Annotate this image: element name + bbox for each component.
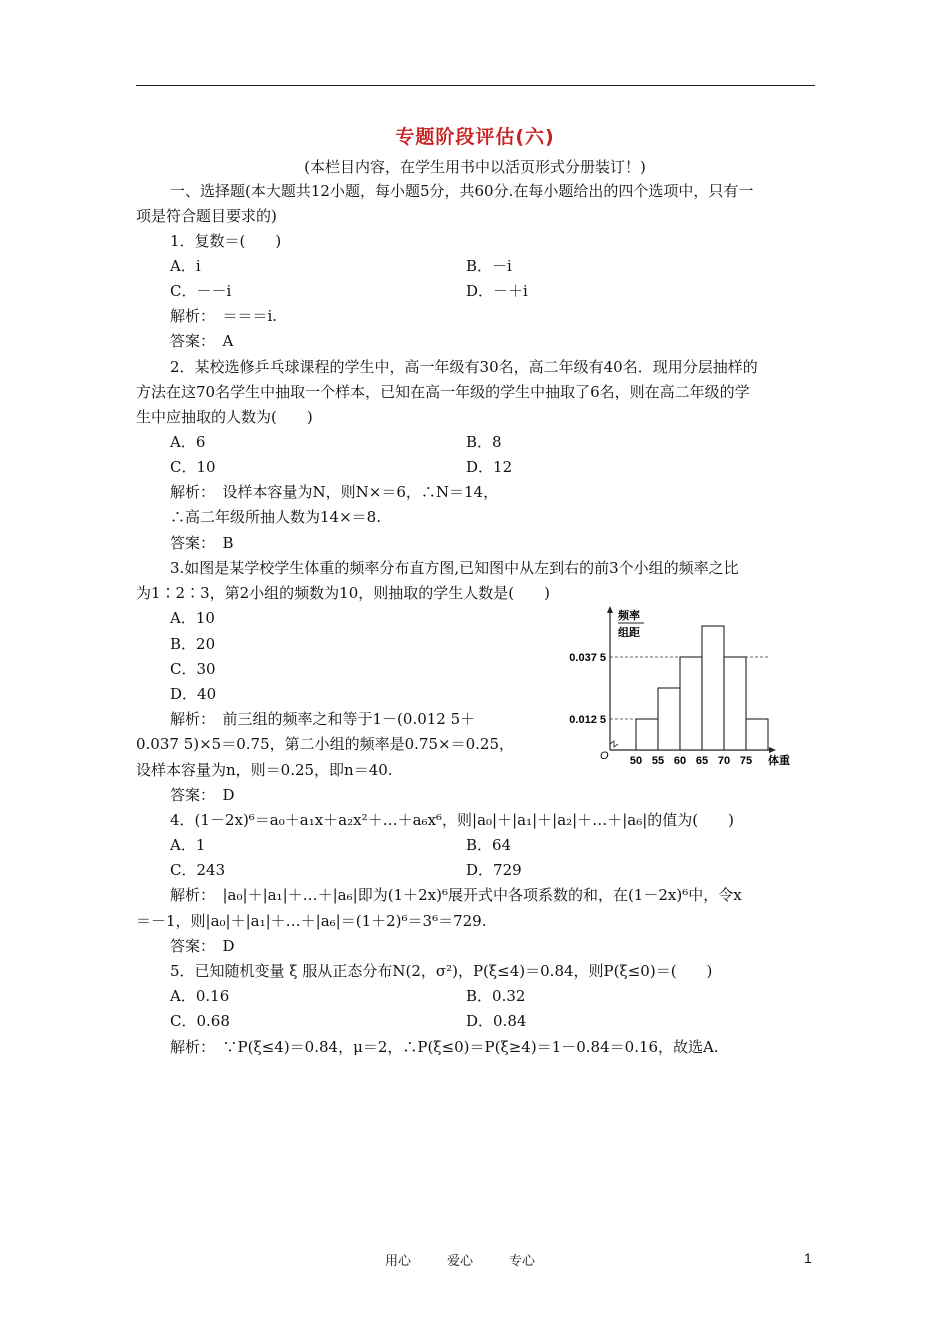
y-axis-arrow-icon [607, 606, 613, 613]
q3-analysis-line2: 0.037 5)×5＝0.75，第二小组的频率是0.75×＝0.25， [136, 735, 514, 753]
section-heading-line2: 项是符合题目要求的) [136, 207, 277, 225]
q2-option-c: C．10 [170, 458, 216, 476]
q4-answer: 答案： D [170, 937, 235, 955]
q3-analysis-line1: 解析： 前三组的频率之和等于1－(0.012 5＋ [170, 710, 476, 728]
q4-option-c: C．243 [170, 861, 226, 879]
section-heading-line1: 一、选择题(本大题共12小题，每小题5分，共60分.在每小题给出的四个选项中，只有一 [170, 182, 754, 200]
x-axis-arrow-icon [769, 747, 776, 753]
q3-answer: 答案： D [170, 786, 235, 804]
q2-analysis-line2: ∴高二年级所抽人数为14×＝8. [170, 508, 381, 526]
q1-analysis: 解析： ＝＝＝i. [170, 307, 278, 325]
q3-stem-line1: 3.如图是某学校学生体重的频率分布直方图,已知图中从左到右的前3个小组的频率之比 [170, 559, 739, 577]
q3-option-d: D．40 [170, 685, 217, 703]
q5-analysis: 解析： ∵P(ξ≤4)＝0.84，μ＝2，∴P(ξ≤0)＝P(ξ≥4)＝1－0.84＝0.16，故选A. [170, 1038, 719, 1056]
q3-option-a: A．10 [170, 609, 215, 627]
y-label-bottom: 组距 [618, 627, 640, 639]
histogram-bar [680, 657, 702, 750]
q1-option-a: A．i [170, 257, 201, 275]
q4-option-b: B．64 [466, 836, 512, 854]
histogram-bar [636, 719, 658, 750]
binding-note: (本栏目内容，在学生用书中以活页形式分册装订！) [304, 158, 646, 176]
histogram-bar [658, 688, 680, 750]
q3-analysis-line3: 设样本容量为n，则＝0.25，即n＝40. [136, 761, 393, 779]
q4-option-d: D．729 [466, 861, 522, 879]
footer-text-2: 爱心 [447, 1254, 474, 1269]
histogram-bar [724, 657, 746, 750]
y-tick-label: 0.012 5 [569, 714, 606, 726]
origin-label: O [600, 750, 609, 762]
axis-break-mark [610, 741, 618, 747]
q2-analysis-line1: 解析： 设样本容量为N，则N×＝6，∴N＝14， [170, 483, 499, 501]
x-tick-label: 75 [739, 755, 753, 767]
q4-analysis-line2: ＝－1，则|a₀|＋|a₁|＋…＋|a₆|＝(1＋2)⁶＝3⁶＝729. [136, 912, 487, 930]
q3-option-b: B．20 [170, 635, 216, 653]
q1-stem: 1．复数＝( ) [170, 232, 282, 250]
header-rule [136, 85, 815, 86]
q4-analysis-line1: 解析： |a₀|＋|a₁|＋…＋|a₆|即为(1＋2x)⁶展开式中各项系数的和，在(1－2x)⁶中，令x [170, 886, 742, 904]
q3-option-c: C．30 [170, 660, 216, 678]
weight-histogram [560, 602, 800, 772]
q1-option-b: B．－i [466, 257, 512, 275]
q5-option-c: C．0.68 [170, 1012, 230, 1030]
page-title: 专题阶段评估(六) [395, 126, 555, 148]
q1-option-d: D．－＋i [466, 282, 528, 300]
q1-option-c: C．－－i [170, 282, 232, 300]
page-number: 1 [804, 1250, 812, 1266]
histogram-bar [746, 719, 768, 750]
x-tick-label: 65 [695, 755, 709, 767]
q1-answer: 答案： A [170, 332, 234, 350]
footer-text-1: 用心 [385, 1254, 412, 1269]
footer-text-3: 专心 [509, 1254, 536, 1269]
q5-option-a: A．0.16 [170, 987, 230, 1005]
q4-option-a: A．1 [170, 836, 206, 854]
x-tick-label: 50 [629, 755, 643, 767]
q2-stem-line3: 生中应抽取的人数为( ) [136, 408, 313, 426]
x-tick-label: 55 [651, 755, 665, 767]
q2-stem-line1: 2．某校选修乒乓球课程的学生中，高一年级有30名，高二年级有40名．现用分层抽样的 [170, 358, 758, 376]
q5-option-d: D．0.84 [466, 1012, 527, 1030]
x-tick-label: 70 [717, 755, 731, 767]
q2-option-d: D．12 [466, 458, 513, 476]
q3-stem-line2: 为1∶2∶3，第2小组的频数为10，则抽取的学生人数是( ) [136, 584, 550, 602]
y-tick-label: 0.037 5 [569, 652, 606, 664]
histogram-bar [702, 626, 724, 750]
q2-option-a: A．6 [170, 433, 206, 451]
x-tick-label: 60 [673, 755, 687, 767]
x-label: 体重 [768, 755, 790, 767]
q2-answer: 答案： B [170, 534, 234, 552]
q5-option-b: B．0.32 [466, 987, 526, 1005]
q2-stem-line2: 方法在这70名学生中抽取一个样本，已知在高一年级的学生中抽取了6名，则在高二年级的学 [136, 383, 750, 401]
q2-option-b: B．8 [466, 433, 502, 451]
y-label-top: 频率 [618, 610, 640, 622]
q4-stem: 4．(1－2x)⁶＝a₀＋a₁x＋a₂x²＋…＋a₆x⁶，则|a₀|＋|a₁|＋|a₂|＋…＋|a₆|的值为( ) [170, 811, 734, 829]
q5-stem: 5．已知随机变量 ξ 服从正态分布N(2，σ²)，P(ξ≤4)＝0.84，则P(ξ≤0)＝( ) [170, 962, 713, 980]
